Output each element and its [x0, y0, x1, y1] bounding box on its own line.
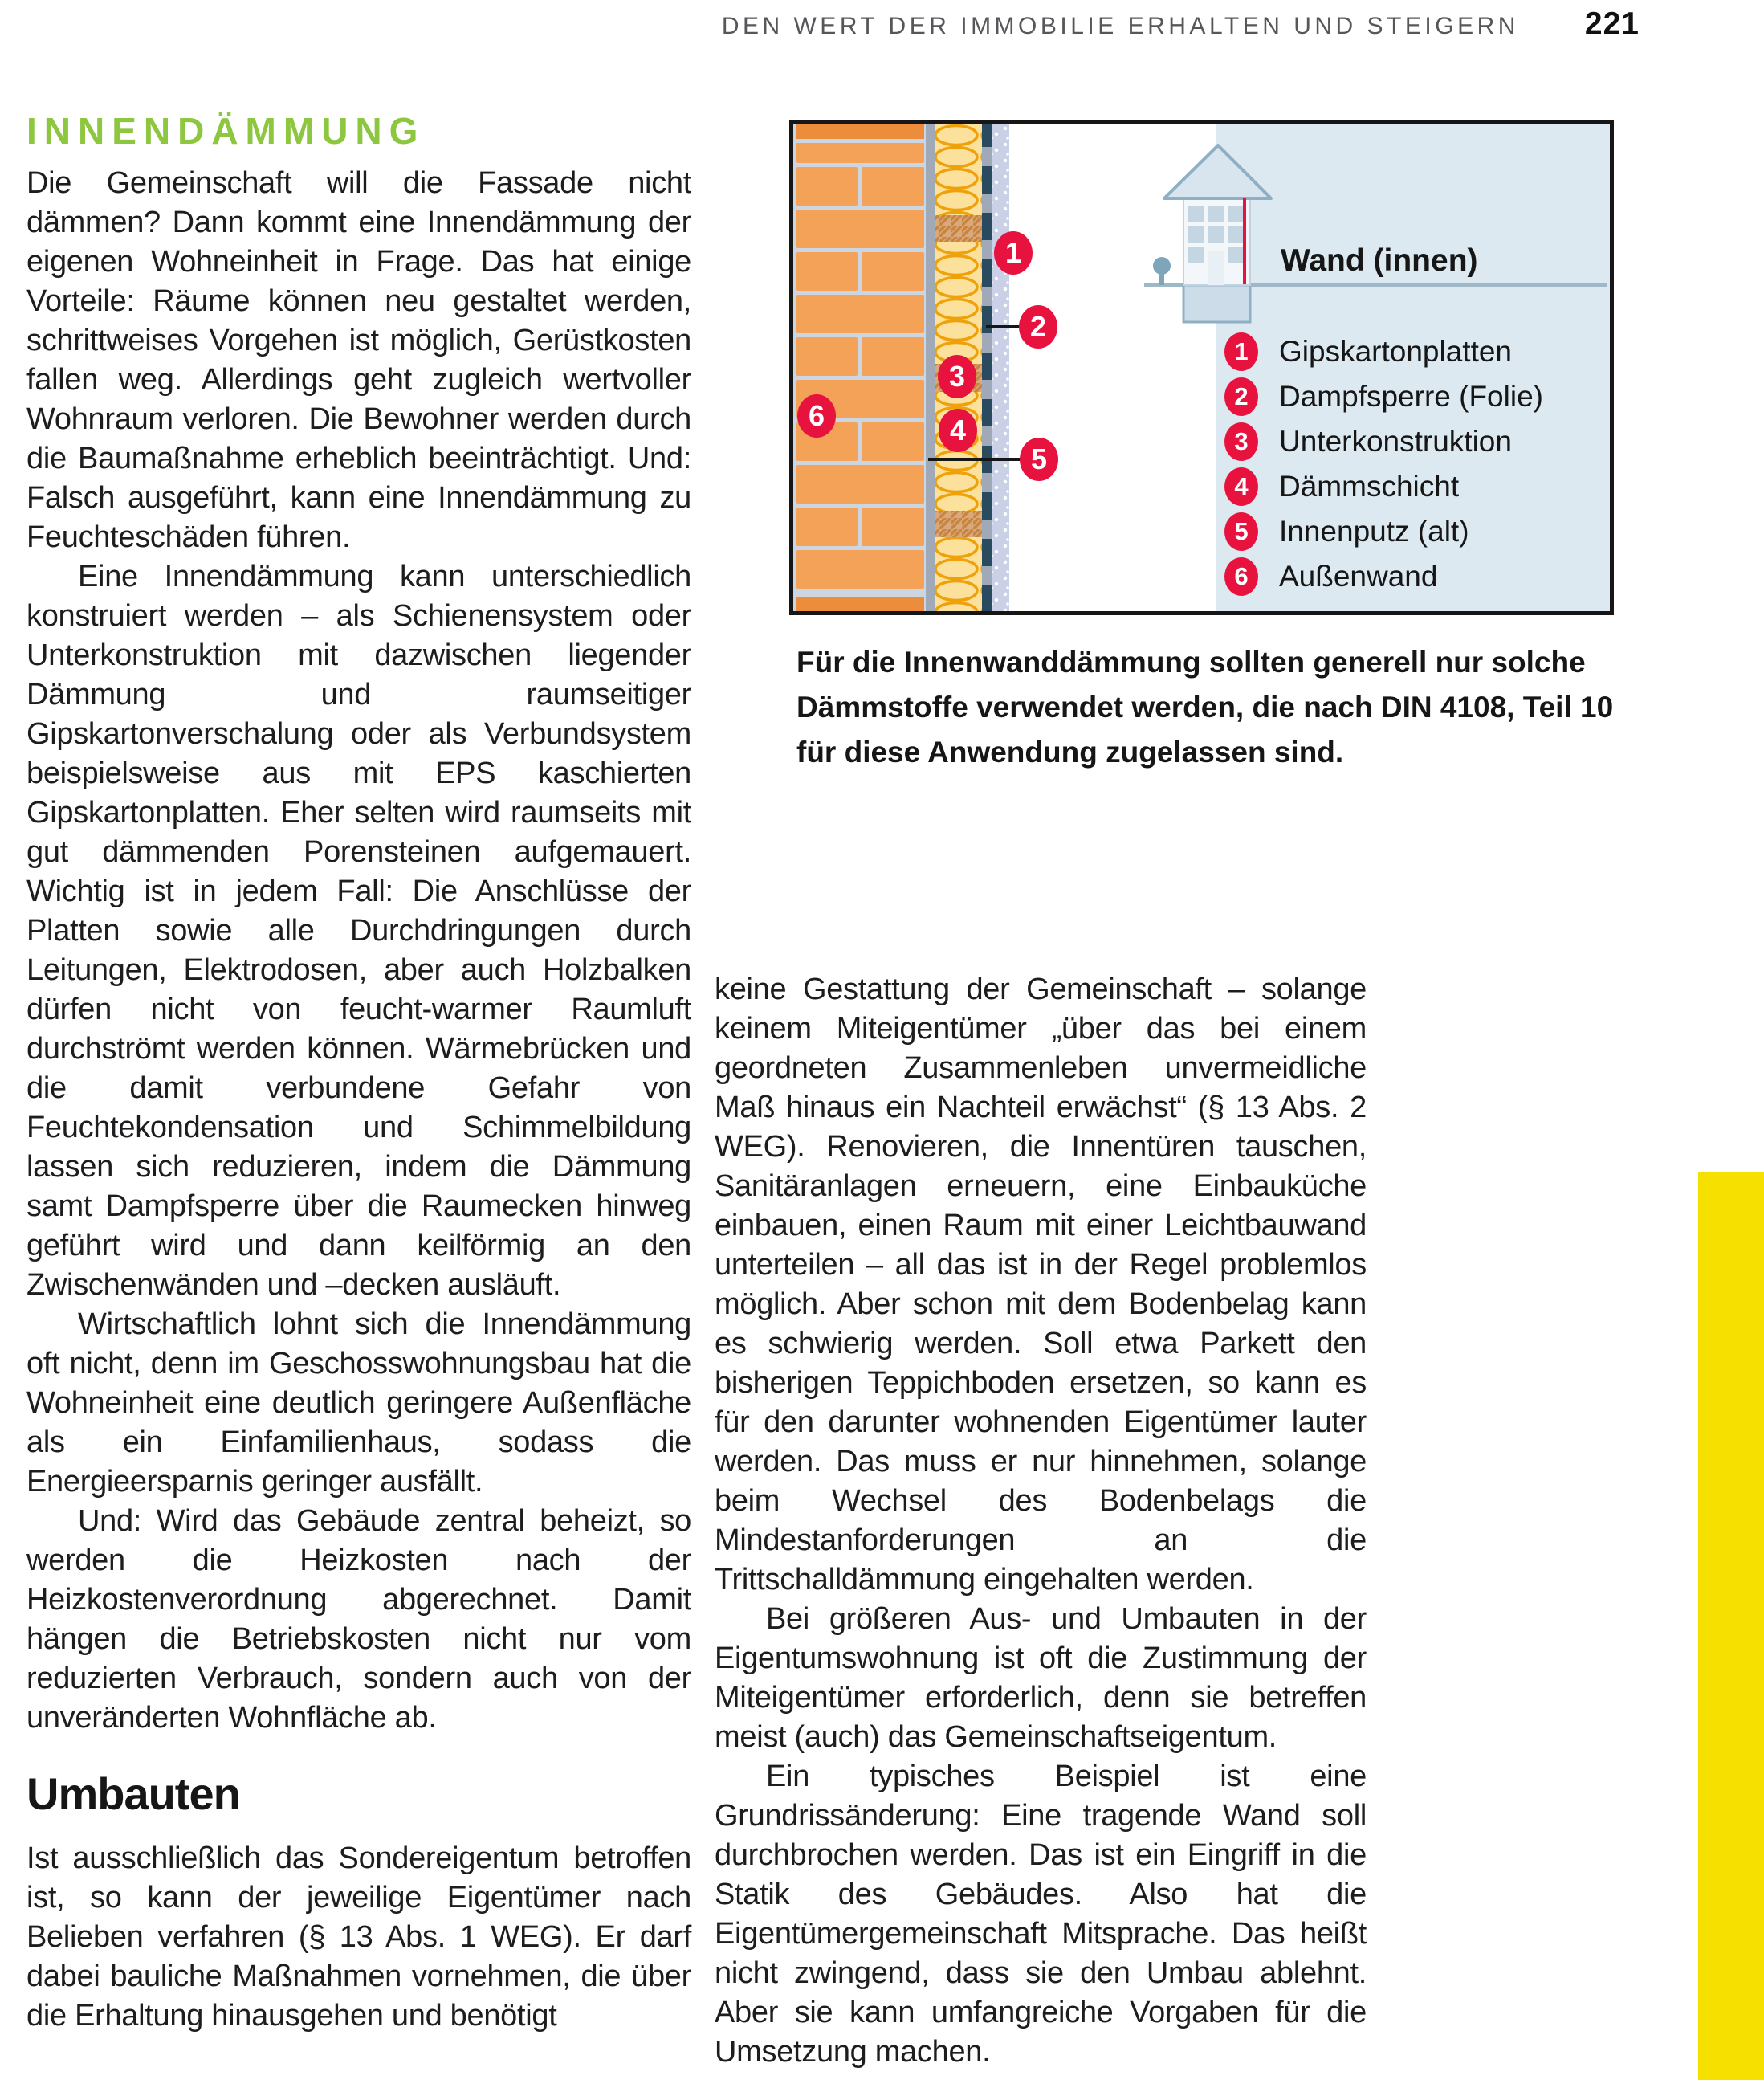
legend-label-3: Unterkonstruktion [1279, 425, 1512, 458]
legend-item-2 [1224, 377, 1543, 416]
legend-label-5: Innenputz (alt) [1279, 515, 1469, 548]
left-column [26, 112, 691, 2036]
callout-line-5 [928, 458, 1023, 461]
marker-6: 6 [797, 394, 836, 438]
paragraph: keine Gestattung der Gemeinschaft – solange keinem Miteigentümer „über das bei einem geordneten Zusammenleben unvermeidliche Maß hinaus ein Nachteil erwächst“ (§ 13 Abs. 2 WEG). Renovieren, die Innentüren tauschen, Sanitäranlagen erneuern, eine Einbauküche einbauen, einen Raum mit einer Leichtbauwand unterteilen – all das ist in der Regel problemlos möglich. Aber schon mit dem Bodenbelag kann es schwierig werden. Soll etwa Parkett den bisherigen Teppichboden ersetzen, so kann es für den darunter wohnenden Eigentümer lauter werden. Das muss er nur hinnehmen, solange beim Wechsel des Bodenbelags die Mindestanforderungen an die Trittschalldämmung eingehalten werden. [715, 973, 1367, 1597]
chapter-title: DEN WERT DER IMMOBILIE ERHALTEN UND STEIGERN [721, 13, 1519, 39]
paragraph: Wirtschaftlich lohnt sich die Innendämmung oft nicht, denn im Geschosswohnungsbau hat die Wohneinheit eine deutlich geringere Außenfläche als ein Einfamilienhaus, sodass die Energieersparnis geringer ausfällt. [26, 1307, 691, 1499]
right-column [715, 970, 1367, 2072]
section-heading-umbauten: Umbauten [26, 1768, 240, 1819]
paragraph: Und: Wird das Gebäude zentral beheizt, so werden die Heizkosten nach der Heizkostenverordnung abgerechnet. Damit hängen die Betriebskosten nicht nur vom reduzierten Verbrauch, sondern auch von der unveränderten Wohnfläche ab. [26, 1504, 691, 1735]
marker-1: 1 [994, 231, 1033, 275]
page-number: 221 [1584, 6, 1640, 41]
layer-outer-wall-bricks [793, 124, 927, 611]
running-head [0, 6, 1640, 42]
paragraph: Ein typisches Beispiel ist eine Grundrissänderung: Eine tragende Wand soll durchbrochen werden. Das ist ein Eingriff in die Statik des Gebäudes. Also hat die Eigentümergemeinschaft Mitsprache. Das heißt nicht zwingend, dass sie den Umbau ablehnt. Aber sie kann umfangreiche Vorgaben für die Umsetzung machen. [715, 1760, 1367, 2069]
page-edge-tab [1698, 1172, 1764, 2080]
legend-label-1: Gipskartonplatten [1279, 335, 1513, 368]
legend-num-1: 1 [1224, 332, 1258, 371]
paragraph: Eine Innendämmung kann unterschiedlich konstruiert werden – als Schienensystem oder Unterkonstruktion mit dazwischen liegender Dämmung und raumseitiger Gipskartonverschalung oder als Verbundsystem beispielsweise aus mit EPS kaschierten Gipskartonplatten. Eher selten wird raumseits mit gut dämmenden Porensteinen aufgemauert. Wichtig ist in jedem Fall: Die Anschlüsse der Platten sowie alle Durchdringungen durch Leitungen, Elektrodosen, aber auch Holzbalken dürfen nicht von feucht-warmer Raumluft durchströmt werden können. Wärmebrücken und die damit verbundene Gefahr von Feuchtekondensation und Schimmelbildung lassen sich reduzieren, indem die Dämmung samt Dampfsperre über die Raumecken hinweg geführt wird und dann keilförmig an den Zwischenwänden und –decken ausläuft. [26, 560, 691, 1302]
legend-item-5 [1224, 512, 1469, 551]
legend-num-2: 2 [1224, 377, 1258, 416]
legend-item-3 [1224, 422, 1512, 461]
legend-label-2: Dampfsperre (Folie) [1279, 380, 1543, 413]
paragraph: Ist ausschließlich das Sondereigentum betroffen ist, so kann der jeweilige Eigentümer nach Belieben verfahren (§ 13 Abs. 1 WEG). Er darf dabei bauliche Maßnahmen vornehmen, die über die Erhaltung hinausgehen und benötigt [26, 1841, 691, 2033]
marker-3: 3 [938, 355, 976, 398]
wall-insulation-diagram [789, 120, 1614, 615]
legend-item-4 [1224, 467, 1459, 506]
marker-4: 4 [939, 409, 977, 452]
legend-num-5: 5 [1224, 512, 1258, 551]
legend-label-4: Dämmschicht [1279, 470, 1460, 503]
legend-num-4: 4 [1224, 467, 1258, 506]
paragraph: Bei größeren Aus- und Umbauten in der Eigentumswohnung ist oft die Zustimmung der Miteigentümer erforderlich, denn sie betreffen meist (auch) das Gemeinschaftseigentum. [715, 1602, 1367, 1754]
marker-2: 2 [1019, 305, 1057, 349]
legend-item-6 [1224, 557, 1437, 596]
layer-plasterboard [992, 124, 1009, 611]
legend-num-3: 3 [1224, 422, 1258, 461]
paragraph: Die Gemeinschaft will die Fassade nicht dämmen? Dann kommt eine Innendämmung der eigenen Wohneinheit in Frage. Das hat einige Vorteile: Räume können neu gestaltet werden, schrittweises Vorgehen ist möglich, Gerüstkosten fallen weg. Allerdings geht zugleich wertvoller Wohnraum verloren. Die Bewohner werden durch die Baumaßnahme erheblich beeinträchtigt. Und: Falsch ausgeführt, kann eine Innendämmung zu Feuchteschäden führen. [26, 166, 691, 554]
house-wall-label: Wand (innen) [1281, 243, 1478, 278]
callout-line-2 [986, 325, 1023, 328]
legend-label-6: Außenwand [1279, 560, 1438, 593]
section-heading-innendaemmung: INNENDÄMMUNG [26, 110, 426, 152]
layer-vapor-barrier [982, 124, 992, 611]
marker-5: 5 [1020, 438, 1058, 481]
legend-num-6: 6 [1224, 557, 1258, 596]
layer-old-plaster [926, 124, 935, 611]
figure-caption: Für die Innenwanddämmung sollten generell nur solche Dämmstoffe verwendet werden, die nach DIN 4108, Teil 10 für diese Anwendung zugelassen sind. [796, 646, 1614, 769]
legend-item-1 [1224, 332, 1512, 371]
